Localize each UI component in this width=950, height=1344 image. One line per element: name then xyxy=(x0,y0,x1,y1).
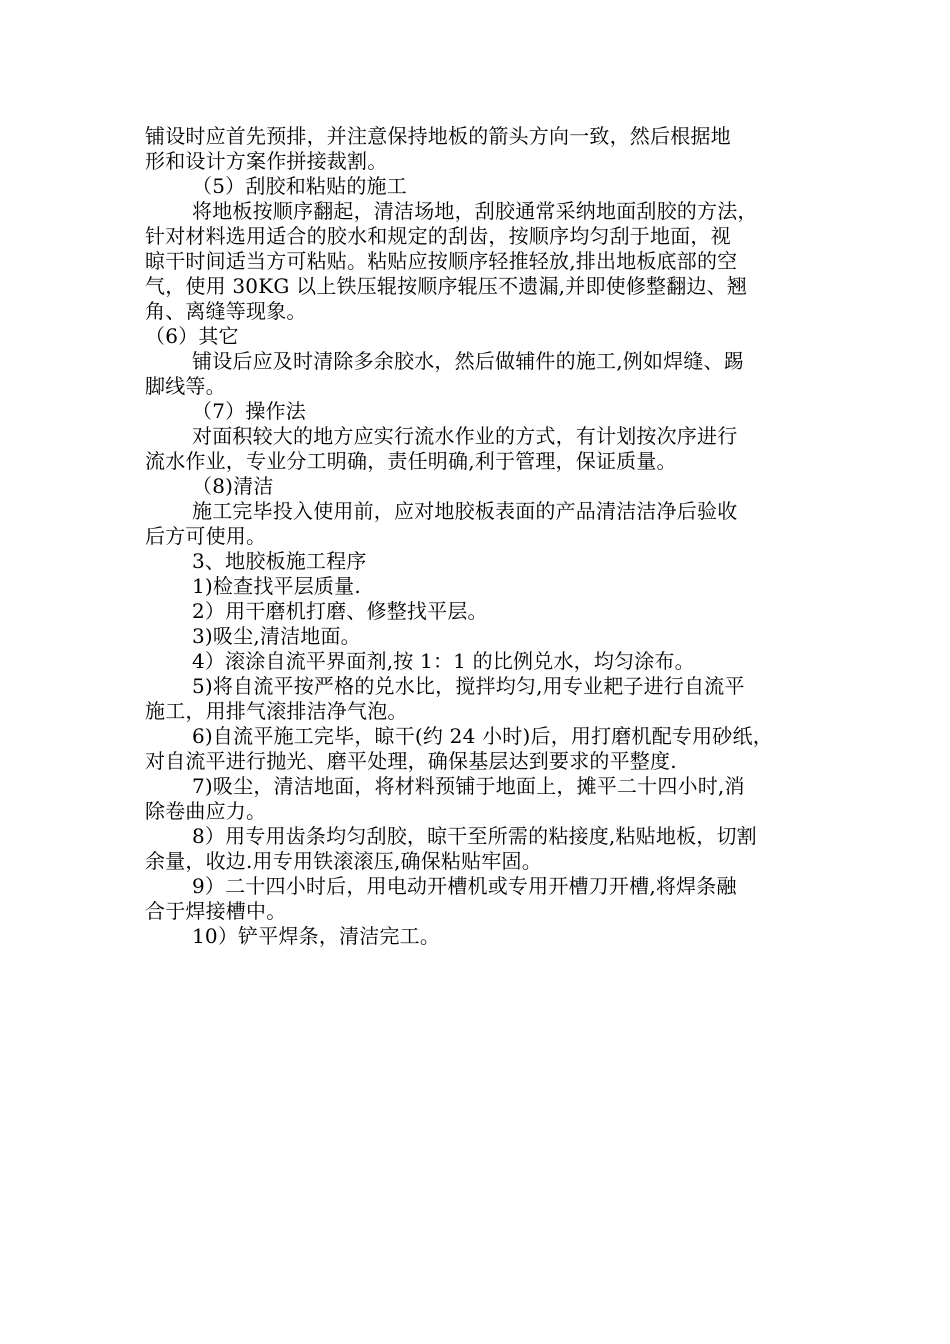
text-line: 流水作业，专业分工明确，责任明确,利于管理，保证质量。 xyxy=(145,449,677,473)
text-line: 铺设时应首先预排，并注意保持地板的箭头方向一致，然后根据地 xyxy=(145,124,731,148)
section-heading: （5）刮胶和粘贴的施工 xyxy=(192,174,407,198)
text-line: 后方可使用。 xyxy=(145,524,267,548)
list-item: 4）滚涂自流平界面剂,按 1：1 的比例兑水，均匀涂布。 xyxy=(192,649,695,673)
section-heading: （6）其它 xyxy=(145,324,239,348)
text-line: 施工完毕投入使用前，应对地胶板表面的产品清洁洁净后验收 xyxy=(192,499,738,523)
list-item: 9）二十四小时后，用电动开槽机或专用开槽刀开槽,将焊条融 xyxy=(192,874,737,898)
list-item: 1)检查找平层质量. xyxy=(192,574,361,598)
text-line: 针对材料选用适合的胶水和规定的刮齿，按顺序均匀刮于地面，视 xyxy=(145,224,731,248)
section-heading: （7）操作法 xyxy=(192,399,306,423)
list-item-continuation: 除卷曲应力。 xyxy=(145,799,267,823)
text-line: 角、离缝等现象。 xyxy=(145,299,307,323)
text-line: 铺设后应及时清除多余胶水，然后做辅件的施工,例如焊缝、踢 xyxy=(192,349,744,373)
list-item: 3)吸尘,清洁地面。 xyxy=(192,624,361,648)
text-line: 气，使用 30KG 以上铁压辊按顺序辊压不遗漏,并即使修整翻边、翘 xyxy=(145,274,748,298)
list-item-continuation: 对自流平进行抛光、磨平处理，确保基层达到要求的平整度. xyxy=(145,749,677,773)
text-line: 将地板按顺序翻起，清洁场地，刮胶通常采纳地面刮胶的方法， xyxy=(192,199,758,223)
text-line: 对面积较大的地方应实行流水作业的方式，有计划按次序进行 xyxy=(192,424,738,448)
text-line: 脚线等。 xyxy=(145,374,226,398)
list-item: 5)将自流平按严格的兑水比，搅拌均匀,用专业耙子进行自流平 xyxy=(192,674,745,698)
section-heading: （8)清洁 xyxy=(192,474,274,498)
list-item: 7)吸尘，清洁地面，将材料预铺于地面上，摊平二十四小时,消 xyxy=(192,774,745,798)
text-line: 形和设计方案作拼接裁割。 xyxy=(145,149,388,173)
text-line: 晾干时间适当方可粘贴。粘贴应按顺序轻推轻放,排出地板底部的空 xyxy=(145,249,738,273)
list-item: 2）用干磨机打磨、修整找平层。 xyxy=(192,599,488,623)
list-item: 8）用专用齿条均匀刮胶，晾干至所需的粘接度,粘贴地板，切割 xyxy=(192,824,757,848)
list-item-continuation: 余量，收边.用专用铁滚滚压,确保粘贴牢固。 xyxy=(145,849,542,873)
list-item: 10）铲平焊条，清洁完工。 xyxy=(192,924,441,948)
list-item-continuation: 施工，用排气滚排洁净气泡。 xyxy=(145,699,408,723)
section-heading: 3、地胶板施工程序 xyxy=(192,549,367,573)
list-item: 6)自流平施工完毕，晾干(约 24 小时)后，用打磨机配专用砂纸， xyxy=(192,724,773,748)
list-item-continuation: 合于焊接槽中。 xyxy=(145,899,287,923)
